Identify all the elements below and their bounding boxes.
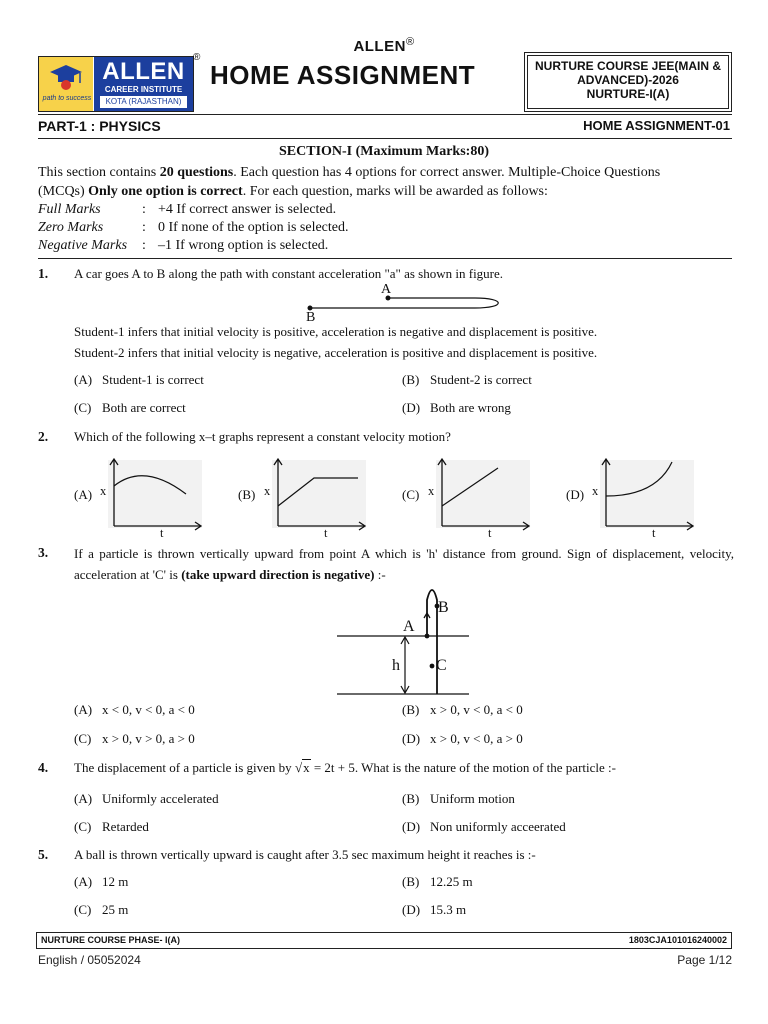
logo-wordmark: ALLEN — [102, 58, 185, 85]
course-line-1: NURTURE COURSE JEE(MAIN & — [534, 59, 721, 73]
allen-logo — [38, 56, 194, 112]
marking-full: Full Marks : +4 If correct answer is selected. — [38, 202, 337, 217]
course-line-2: ADVANCED)-2026 — [577, 73, 679, 87]
q1-point-b-label: B — [306, 310, 316, 325]
q1-option-a[interactable]: (A) Student-1 is correct — [74, 372, 204, 387]
q3-option-b[interactable]: (B) x > 0, v < 0, a < 0 — [402, 702, 523, 717]
q3-height-label: h — [392, 657, 400, 674]
q2-graph-c — [432, 456, 532, 532]
footer-code: 1803CJA101016240002 — [628, 935, 727, 945]
q5-option-a[interactable]: (A) 12 m — [74, 874, 129, 889]
q5-option-c[interactable]: (C) 25 m — [74, 902, 129, 917]
footer-language-date: English / 05052024 — [38, 953, 141, 967]
q2-graph-d — [596, 456, 696, 532]
question-number: 4. — [38, 760, 49, 775]
question-5-text: A ball is thrown vertically upward is caught after 3.5 sec maximum height it reaches is :- — [74, 847, 536, 862]
q2-graph-a-x-label: t — [160, 526, 164, 540]
q5-option-b[interactable]: (B) 12.25 m — [402, 874, 473, 889]
q2-option-a[interactable]: (A) — [74, 487, 93, 502]
document-title: HOME ASSIGNMENT — [210, 60, 476, 90]
q1-path-figure — [300, 282, 510, 326]
logo-institute: CAREER INSTITUTE — [104, 85, 183, 94]
registered-mark: ® — [193, 52, 201, 63]
q3-option-d[interactable]: (D) x > 0, v < 0, a > 0 — [402, 731, 523, 746]
q1-option-c[interactable]: (C) Both are correct — [74, 400, 186, 415]
q2-graph-d-x-label: t — [652, 526, 656, 540]
brand-name: ALLEN® — [353, 36, 415, 55]
question-4-text: The displacement of a particle is given by √x = 2t + 5. What is the nature of the motion of the particle :- — [74, 760, 616, 775]
question-2-text: Which of the following x–t graphs represent a constant velocity motion? — [74, 429, 451, 444]
divider — [38, 138, 732, 139]
footer-page-number: Page 1/12 — [677, 953, 732, 967]
logo-tagline: path to success — [42, 95, 92, 102]
q2-graph-b-y-label: x — [264, 484, 271, 498]
part-label: PART-1 : PHYSICS — [38, 118, 161, 134]
q1-option-b[interactable]: (B) Student-2 is correct — [402, 372, 532, 387]
q4-option-d[interactable]: (D) Non uniformly acceerated — [402, 819, 566, 834]
q4-option-c[interactable]: (C) Retarded — [74, 819, 149, 834]
q4-option-a[interactable]: (A) Uniformly accelerated — [74, 791, 219, 806]
q2-graph-c-x-label: t — [488, 526, 492, 540]
q1-student-1: Student-1 infers that initial velocity is positive, acceleration is negative and displacement is positive. — [74, 324, 598, 339]
q2-graph-b — [268, 456, 368, 532]
course-line-3: NURTURE-I(A) — [586, 87, 670, 101]
section-intro-line-1: This section contains 20 questions. Each question has 4 options for correct answer. Multiple-Choice Questions — [38, 165, 661, 180]
graduation-cap-icon — [49, 63, 83, 91]
q1-student-2: Student-2 infers that initial velocity is negative, acceleration is positive and displacement is positive. — [74, 345, 598, 360]
q2-option-c[interactable]: (C) — [402, 487, 420, 502]
q2-graph-d-y-label: x — [592, 484, 599, 498]
footer-bar — [36, 932, 732, 949]
q2-graph-a-y-label: x — [100, 484, 107, 498]
question-3-text: If a particle is thrown vertically upward from point A which is 'h' distance from ground. Sign of displacement, velocity, acceleration at 'C' is (take upward direction is negative) :- — [74, 546, 734, 582]
question-1-text: A car goes A to B along the path with constant acceleration "a" as shown in figure. — [74, 266, 504, 281]
q3-point-c-label: C — [436, 657, 447, 674]
q3-option-c[interactable]: (C) x > 0, v > 0, a > 0 — [74, 731, 195, 746]
q3-figure — [335, 586, 471, 698]
marking-negative: Negative Marks : –1 If wrong option is selected. — [38, 238, 329, 253]
q2-option-d[interactable]: (D) — [566, 487, 585, 502]
q2-graph-c-y-label: x — [428, 484, 435, 498]
assignment-number: HOME ASSIGNMENT-01 — [583, 118, 730, 133]
logo-city: KOTA (RAJASTHAN) — [100, 96, 187, 108]
divider — [38, 114, 732, 115]
q5-option-d[interactable]: (D) 15.3 m — [402, 902, 467, 917]
divider — [38, 258, 732, 259]
section-intro-line-2: (MCQs) Only one option is correct. For each question, marks will be awarded as follows: — [38, 184, 548, 199]
q1-option-d[interactable]: (D) Both are wrong — [402, 400, 511, 415]
question-number: 3. — [38, 545, 49, 560]
section-title: SECTION-I (Maximum Marks:80) — [279, 144, 489, 159]
question-number: 2. — [38, 429, 49, 444]
course-box — [527, 55, 729, 109]
q3-point-a-label: A — [403, 618, 415, 635]
q4-option-b[interactable]: (B) Uniform motion — [402, 791, 515, 806]
q2-option-b[interactable]: (B) — [238, 487, 256, 502]
q2-graph-a — [104, 456, 204, 532]
q1-point-a-label: A — [381, 282, 392, 297]
question-number: 5. — [38, 847, 49, 862]
footer-phase: NURTURE COURSE PHASE- I(A) — [41, 935, 181, 945]
q3-point-b-label: B — [438, 599, 449, 616]
q2-graph-b-x-label: t — [324, 526, 328, 540]
q3-option-a[interactable]: (A) x < 0, v < 0, a < 0 — [74, 702, 195, 717]
question-number: 1. — [38, 266, 49, 281]
marking-zero: Zero Marks : 0 If none of the option is selected. — [38, 220, 349, 235]
